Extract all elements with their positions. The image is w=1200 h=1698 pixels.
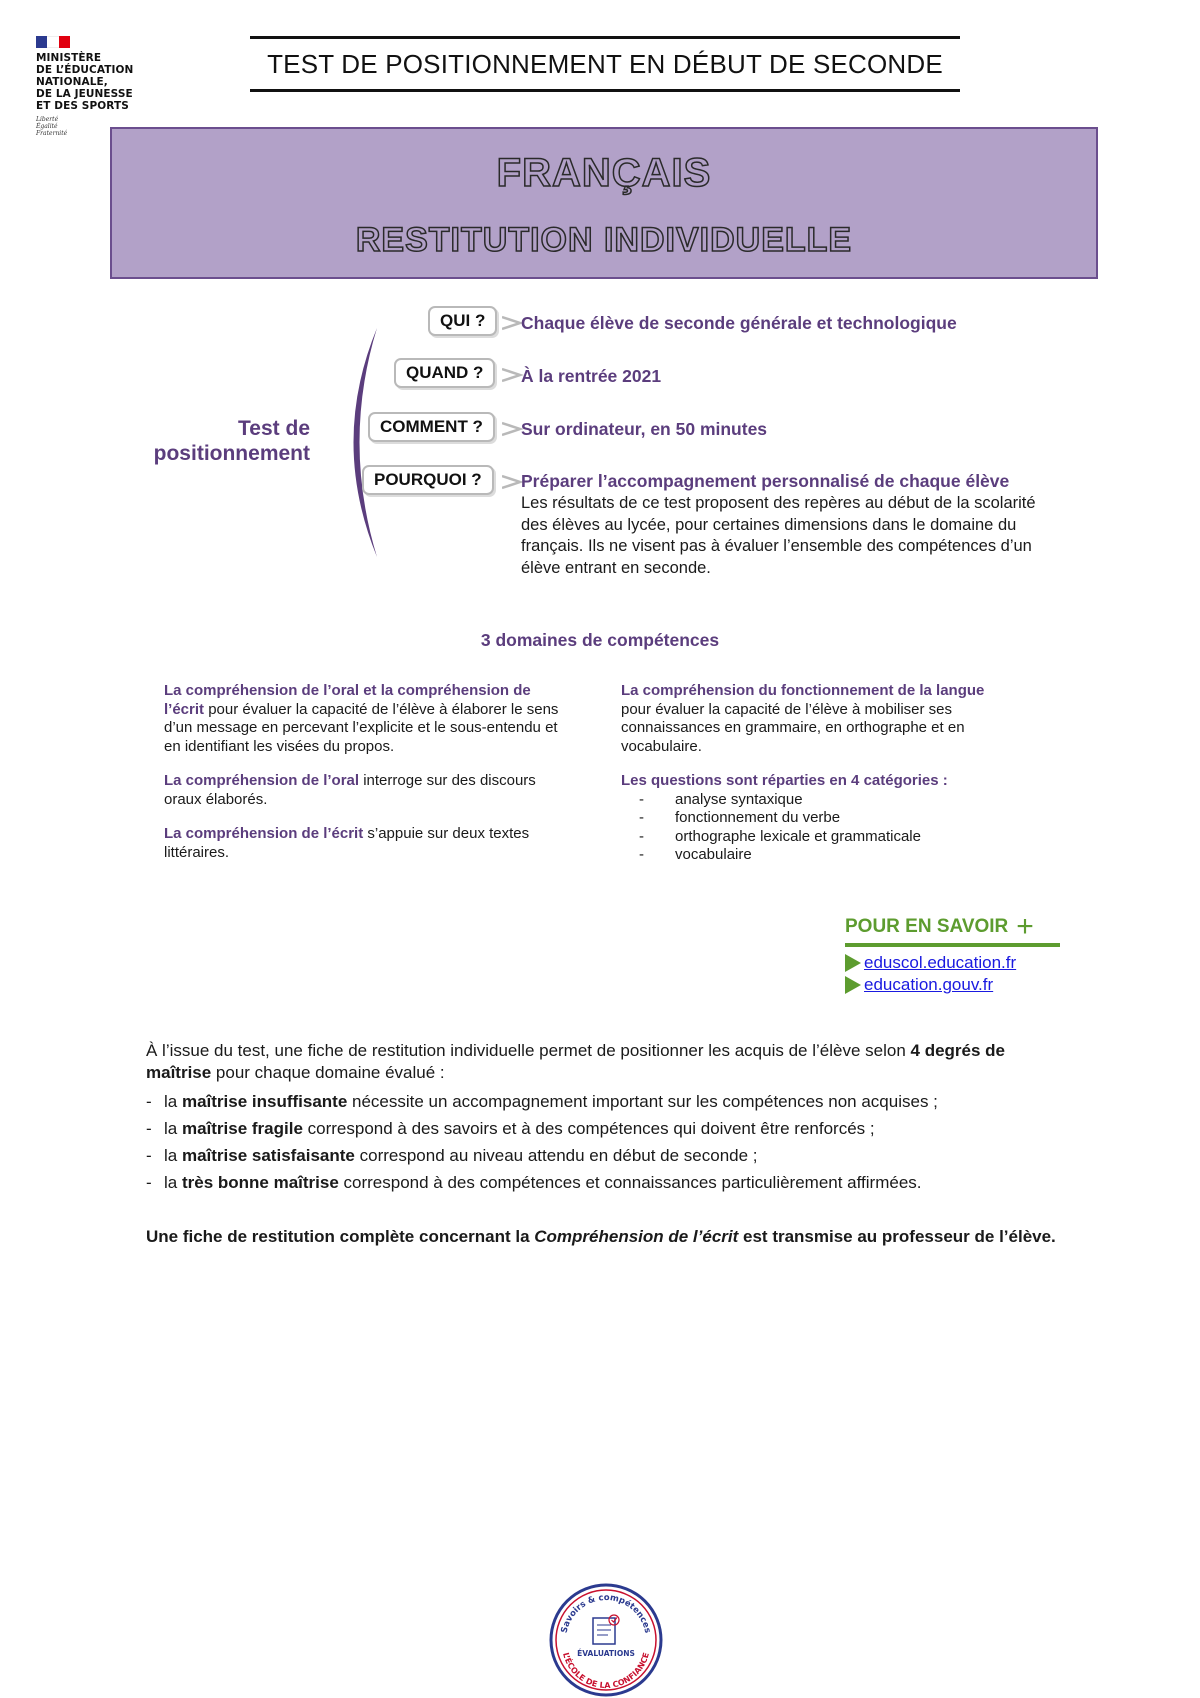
ministry-name bbox=[36, 52, 156, 112]
conclusion-text: Une fiche de restitution complète concernant la bbox=[146, 1227, 535, 1246]
seal-top-text: Savoirs & compétences bbox=[559, 1592, 653, 1635]
page-title: TEST DE POSITIONNEMENT EN DÉBUT DE SECONDE bbox=[250, 36, 960, 92]
question-box-quand bbox=[394, 358, 495, 388]
french-flag-icon bbox=[36, 36, 70, 48]
dash-bullet: - bbox=[639, 809, 644, 826]
domain-paragraph bbox=[164, 682, 574, 756]
level-text: la bbox=[164, 1146, 182, 1165]
dash-bullet: - bbox=[639, 827, 644, 845]
motto-line: Égalité bbox=[36, 123, 58, 130]
diagram-label-line: Test de bbox=[238, 417, 310, 440]
ministry-name-line: DE LA JEUNESSE bbox=[36, 88, 133, 100]
banner-title: FRANÇAIS bbox=[496, 151, 712, 195]
domain-text: pour évaluer la capacité de l’élève à mobiliser ses connaissances en grammaire, en orthographe et en vocabulaire. bbox=[621, 700, 965, 755]
conclusion-text: est transmise au professeur de l’élève. bbox=[738, 1227, 1056, 1246]
dash-bullet: - bbox=[639, 790, 644, 808]
question-label: POURQUOI ? bbox=[374, 470, 482, 489]
learn-more-divider bbox=[845, 943, 1060, 947]
learn-more-title bbox=[845, 910, 1060, 943]
answer-qui: Chaque élève de seconde générale et technologique bbox=[521, 313, 957, 333]
level-text: la bbox=[164, 1173, 182, 1192]
intro-text: À l’issue du test, une fiche de restitution individuelle permet de positionner les acquis de l’élève selon bbox=[146, 1041, 911, 1060]
question-label: COMMENT ? bbox=[380, 417, 483, 436]
answer-pourquoi: Préparer l’accompagnement personnalisé de chaque élève bbox=[521, 471, 1010, 491]
play-arrow-icon bbox=[845, 954, 861, 972]
question-box-comment bbox=[368, 412, 495, 442]
domain-text: s’appuie sur deux textes littéraires. bbox=[164, 825, 530, 861]
conclusion-italic: Compréhension de l’écrit bbox=[534, 1227, 739, 1246]
intro-text: pour chaque domaine évalué : bbox=[211, 1063, 445, 1082]
title-banner bbox=[110, 127, 1098, 279]
domain-text: interroge sur des discours oraux élaborés. bbox=[164, 772, 536, 808]
domains-right-column bbox=[621, 682, 1031, 865]
domain-highlight: La compréhension de l’écrit bbox=[164, 825, 364, 842]
seal-bottom-text: L’ÉCOLE DE LA CONFIANCE bbox=[561, 1651, 651, 1691]
domain-text: pour évaluer la capacité de l’élève à élaborer le sens d’un message en percevant l’explicite et le sous-entendu et en identifiant les visées du propos. bbox=[164, 700, 559, 755]
level-text: la bbox=[164, 1092, 182, 1111]
domain-paragraph bbox=[164, 772, 574, 809]
list-item bbox=[146, 1118, 1066, 1140]
category-label: analyse syntaxique bbox=[675, 790, 803, 808]
domain-highlight: La compréhension de l’oral et la compréhension de l’écrit bbox=[164, 682, 531, 718]
domain-paragraph bbox=[164, 825, 574, 862]
list-item bbox=[146, 1172, 1066, 1194]
question-label: QUI ? bbox=[440, 311, 486, 330]
learn-more-item bbox=[845, 953, 1060, 973]
link-education-gouv[interactable]: education.gouv.fr bbox=[864, 975, 994, 994]
restitution-conclusion bbox=[146, 1226, 1066, 1248]
link-eduscol[interactable]: eduscol.education.fr bbox=[864, 953, 1017, 972]
level-bold: maîtrise fragile bbox=[181, 1119, 303, 1138]
question-label: QUAND ? bbox=[406, 363, 484, 382]
question-box-qui bbox=[428, 306, 497, 336]
categories-list bbox=[621, 791, 1031, 865]
list-item bbox=[621, 846, 1031, 865]
ministry-name-line: ET DES SPORTS bbox=[36, 100, 129, 112]
category-label: orthographe lexicale et grammaticale bbox=[675, 827, 921, 845]
domain-highlight: La compréhension de l’oral bbox=[164, 772, 360, 789]
categories-title: Les questions sont réparties en 4 catégories : bbox=[621, 772, 948, 789]
dash-bullet: - bbox=[639, 846, 644, 863]
domains-left-column bbox=[164, 682, 574, 878]
list-item bbox=[621, 791, 1031, 810]
level-text: correspond au niveau attendu en début de seconde ; bbox=[354, 1146, 758, 1165]
ministry-name-line: DE L’ÉDUCATION bbox=[36, 64, 134, 76]
banner-subtitle: RESTITUTION INDIVIDUELLE bbox=[355, 221, 853, 259]
intro-bold: 4 degrés de maîtrise bbox=[146, 1041, 1006, 1082]
domain-highlight: La compréhension du fonctionnement de la langue bbox=[621, 682, 985, 699]
level-text: nécessite un accompagnement important sur les compétences non acquises ; bbox=[347, 1092, 938, 1111]
bullet: - bbox=[146, 1173, 152, 1192]
question-box-pourquoi bbox=[362, 465, 494, 495]
level-text: correspond à des compétences et connaissances particulièrement affirmées. bbox=[338, 1173, 922, 1192]
evaluations-seal-icon bbox=[548, 1582, 664, 1698]
motto-line: Fraternité bbox=[36, 130, 68, 137]
ministry-name-line: NATIONALE, bbox=[36, 76, 108, 88]
test-description: Les résultats de ce test proposent des repères au début de la scolarité des élèves au lycée, pour certaines dimensions dans le domaine du français. Ils ne visent pas à évaluer l’ensemble des compétences d’un élève entrant en seconde. bbox=[521, 494, 1036, 577]
level-bold: maîtrise satisfaisante bbox=[181, 1146, 355, 1165]
level-bold: maîtrise insuffisante bbox=[181, 1092, 348, 1111]
ministry-logo bbox=[36, 36, 156, 137]
level-bold: très bonne maîtrise bbox=[181, 1173, 339, 1192]
learn-more-label: POUR EN SAVOIR bbox=[845, 916, 1009, 937]
plus-icon: + bbox=[1016, 910, 1034, 943]
learn-more-box bbox=[845, 910, 1060, 995]
level-text: la bbox=[164, 1119, 182, 1138]
answer-comment: Sur ordinateur, en 50 minutes bbox=[521, 419, 768, 439]
list-item bbox=[621, 809, 1031, 828]
bullet: - bbox=[146, 1092, 152, 1111]
domain-paragraph bbox=[621, 682, 1031, 756]
ministry-name-line: MINISTÈRE bbox=[36, 52, 102, 64]
diagram-label-line: positionnement bbox=[153, 442, 310, 465]
learn-more-item bbox=[845, 975, 1060, 995]
category-label: fonctionnement du verbe bbox=[675, 809, 841, 826]
mastery-levels-list bbox=[146, 1091, 1066, 1199]
list-item bbox=[621, 828, 1031, 847]
answer-quand: À la rentrée 2021 bbox=[521, 366, 662, 386]
restitution-intro bbox=[146, 1040, 1066, 1084]
bullet: - bbox=[146, 1119, 152, 1138]
seal-center-text: ÉVALUATIONS bbox=[577, 1649, 635, 1658]
level-text: correspond à des savoirs et à des compétences qui doivent être renforcés ; bbox=[302, 1119, 875, 1138]
list-item bbox=[146, 1091, 1066, 1113]
list-item bbox=[146, 1145, 1066, 1167]
motto-line: Liberté bbox=[36, 116, 59, 123]
domains-title: 3 domaines de compétences bbox=[480, 630, 720, 650]
brace-icon bbox=[330, 325, 390, 560]
category-label: vocabulaire bbox=[675, 846, 752, 863]
play-arrow-icon bbox=[845, 976, 861, 994]
diagram-label bbox=[130, 416, 310, 466]
bullet: - bbox=[146, 1146, 152, 1165]
